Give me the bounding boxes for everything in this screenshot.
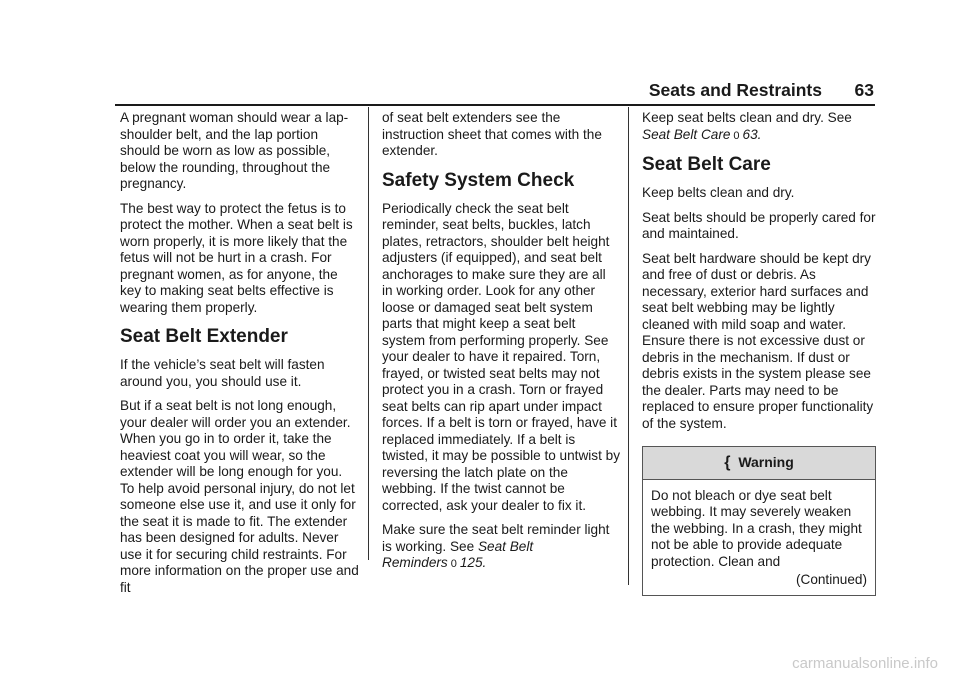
column-3 [642,110,876,596]
page-reference[interactable]: 125. [459,555,487,570]
paragraph: Periodically check the seat belt reminder, seat belts, buckles, latch plates, retractors, shoulder belt height adjusters (if equipped), and seat belt anchorages to make sure they are all in working order. Look for any other loose or damaged seat belt system parts that might keep a seat belt system from performing properly. See your dealer to have it repaired. Torn, frayed, or twisted seat belts may not protect you in a crash. Torn or frayed seat belts can rip apart under impact forces. If a belt is torn or frayed, have it replaced immediately. If a belt is twisted, it may be possible to untwist by reversing the latch plate on the webbing. If the twist cannot be corrected, ask your dealer to fix it. [382,200,620,513]
warning-text: Do not bleach or dye seat belt webbing. It may severely weaken the webbing. In a crash, they might not be able to provide adequate protection. Clean and [651,487,862,569]
warning-icon: { [724,454,731,471]
heading-seat-belt-care: Seat Belt Care [642,154,771,175]
warning-title: Warning [738,454,794,470]
paragraph: The best way to protect the fetus is to protect the mother. When a seat belt is worn properly, it is more likely that the fetus will not be hurt in a crash. For pregnant women, as for anyone, the key to making seat belts effective is wearing them properly. [120,200,353,315]
cross-reference-link[interactable]: Seat Belt Reminders [382,538,534,570]
section-title: Seats and Restraints [648,80,822,100]
paragraph: A pregnant woman should wear a lap-shoulder belt, and the lap portion should be worn as low as possible, below the rounding, throughout the pregnancy. [120,110,349,191]
watermark: carmanualsonline.info [792,655,938,672]
paragraph: of seat belt extenders see the instruction sheet that comes with the extender. [382,110,602,158]
paragraph: If the vehicle’s seat belt will fasten around you, you should use it. [120,357,325,389]
paragraph-text: Keep seat belts clean and dry. See [642,110,852,125]
paragraph [642,110,876,144]
warning-body [643,480,875,595]
column-1 [120,110,360,604]
page-ref-arrow-icon: 0 [450,558,457,570]
column-divider [628,107,629,585]
continued-label: (Continued) [795,572,867,587]
page-header [0,80,960,104]
warning-box [642,446,876,596]
heading-safety-system-check: Safety System Check [382,169,575,191]
paragraph: Keep belts clean and dry. [642,185,795,200]
paragraph [382,522,620,573]
page-reference[interactable]: 63. [742,126,762,142]
paragraph: Seat belts should be properly cared for and maintained. [642,209,876,241]
page-ref-arrow-icon: 0 [733,129,740,142]
page-number: 63 [854,80,874,100]
cross-reference-link[interactable]: Seat Belt Care [642,126,731,142]
column-divider [368,107,369,560]
column-2 [382,110,620,581]
paragraph: But if a seat belt is not long enough, your dealer will order you an extender. When you go in to order it, take the heaviest coat you will wear, so the extender will be long enough for you. To help avoid personal injury, do not let someone else use it, and use it only for the seat it is made to fit. The extender has been designed for adults. Never use it for securing child restraints. For more information on the proper use and fit [120,398,359,595]
paragraph: Seat belt hardware should be kept dry and free of dust or debris. As necessary, exterior hard surfaces and seat belt webbing may be lightly cleaned with mild soap and water. Ensure there is not excessive dust or debris in the mechanism. If dust or debris exists in the system please see the dealer. Parts may need to be replaced to ensure proper functionality of the system. [642,250,874,431]
paragraph-text: Make sure the seat belt reminder light is working. See [382,522,610,554]
heading-seat-belt-extender: Seat Belt Extender [120,326,288,347]
header-rule [115,104,875,106]
warning-header [643,447,875,480]
